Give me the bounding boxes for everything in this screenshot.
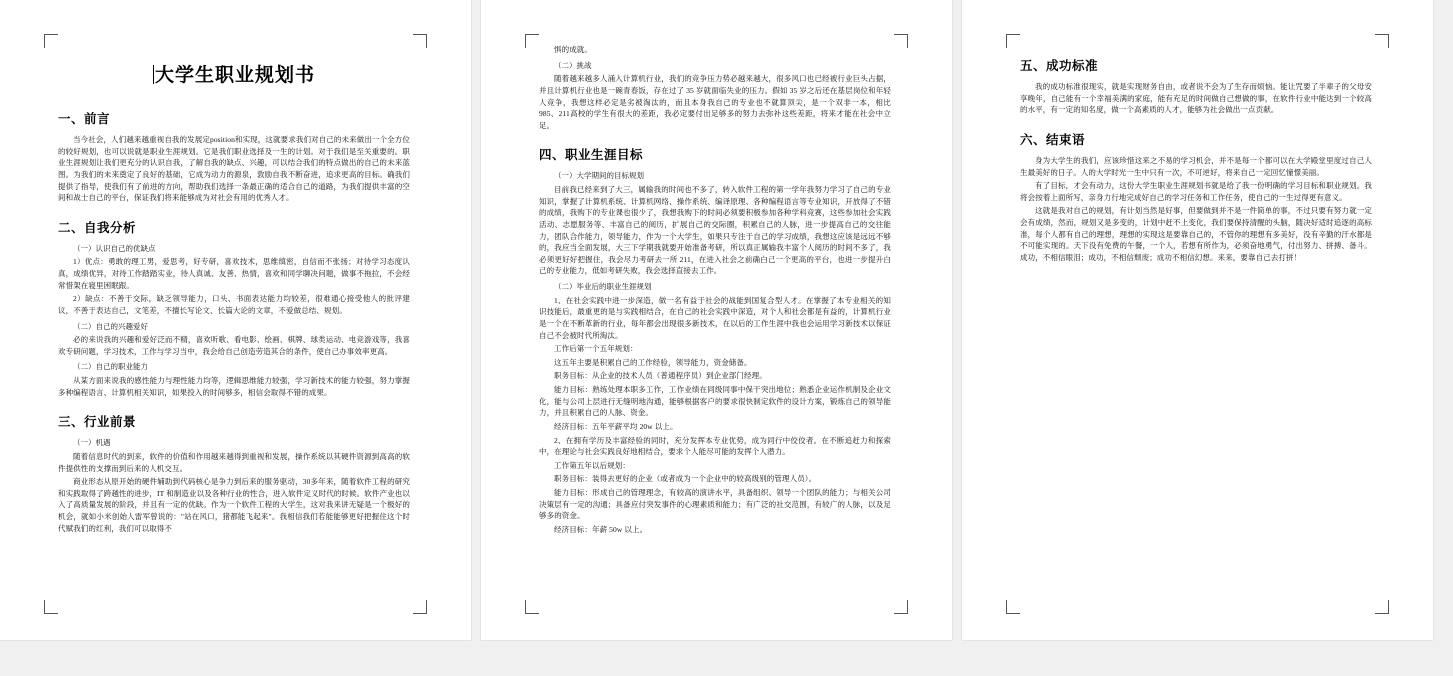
paragraph: 能力目标：形成自己的管理理念，有较高的演讲水平，具备组织、领导一个团队的能力；与相关公司决策层有一定的沟通；具备应付突发事件的心理素质和能力；有广泛的社交范围，有较广的人脉，以及足够多的资金。 <box>539 488 891 521</box>
paragraph: 职务目标：从企业的技术人员（普通程序员）到企业部门经理。 <box>554 371 767 381</box>
crop-mark-top-right <box>894 34 908 48</box>
document-page-1[interactable] <box>0 0 471 640</box>
paragraph: 身为大学生的我们，应该珍惜这来之不易的学习机会，并不是每一个都可以在大学殿堂里度过自己人生最美好的日子。人的大学时光一生中只有一次，不可逆好，将来自己一定回忆憧憬美丽。 <box>1020 155 1372 177</box>
subsection-heading: （一）认识自己的优缺点 <box>73 243 156 253</box>
paragraph: 工作后第一个五年规划： <box>554 344 638 354</box>
crop-mark-top-left <box>525 34 539 48</box>
subsection-heading: （二）自己的兴趣爱好 <box>73 321 148 331</box>
page-3-content <box>1020 42 1372 598</box>
paragraph: 这五年主要是积累自己的工作经验，领导能力，资金储备。 <box>554 357 752 367</box>
paragraph: 随着信息时代的到来，软件的价值和作用越来越得到重视和发展，操作系统以其硬件资源到高高的软件提供性的支撑而到后来的人机交互。 <box>58 451 410 473</box>
subsection-heading: （一）大学期间的目标规划 <box>554 171 644 181</box>
crop-mark-top-right <box>413 34 427 48</box>
paragraph: 经济目标：年薪 50w 以上。 <box>554 524 648 534</box>
crop-mark-top-left <box>44 34 58 48</box>
crop-mark-top-left <box>1006 34 1020 48</box>
section-heading-conclusion: 六、结束语 <box>1020 132 1086 147</box>
subsection-heading: （二）毕业后的职业生涯规划 <box>554 282 652 291</box>
paragraph: 商业形态从原开始的硬件辅助到代码核心是争力到后来的服务驱动，30多年来，随着软件工程的研究和实践取得了跨越性的进步，IT 和制造业以及各种行业的性合，进入软件定义时代的时候。软件产业也以入了高质量发展的阶段，并且有一定的优缺。作为一个软件工程的大学生，这对我来讲无疑是一个极好的机会，就如小米创始人雷军曾说的："站在风口，猪都能飞起来"。我相信我们若能能够更好把握住这个时代赋我们的红利，我们可以取得不 <box>58 477 410 533</box>
paragraph: 我的成功标准很现实，就是实现财务自由，或者说不会为了生存而烦恼。能让咒要了半辈子的父母安享晚年，自己能有一个幸福美满的家庭，能有充足的时间做自己想做的事，在软件行业中能达到一个较高的水平，有一定的知名度，做一个高素质的人才，能够为社会做出一点贡献。 <box>1020 82 1372 115</box>
section-heading-preface: 一、前言 <box>58 112 111 126</box>
paragraph: 能力目标：熟练处理本职多工作，工作业绩在同级同事中保干突出地位；熟悉企业运作机制及企业文化，能与公司上层进行无缝明地沟通，能够根据客户的要求很快制定软件的设计方案，锻炼自己的领导能力，并且积累自己的人脉、资金。 <box>539 385 891 418</box>
section-heading-success-criteria: 五、成功标准 <box>1020 59 1099 73</box>
subsection-heading: （一）机遇 <box>73 438 111 448</box>
document-page-2[interactable] <box>481 0 952 640</box>
paragraph: 1）优点：勇敢的理工男，爱思考，好专研，喜欢技术，思维缜密，自信而不张扬；对待学习态度认真，成绩优异，对待工作踏踏实业，待人真诚、友善、热情，喜欢和同学聊决问题，做事不拖拉，不会经常惜架在寝里困眠跟。 <box>58 257 410 290</box>
crop-mark-bottom-right <box>1375 600 1389 614</box>
paragraph: 职务目标：装得去更好的企业（或者成为一个企业中的较高级别的管理人员）。 <box>554 474 817 484</box>
paragraph: 工作第五年以后规划： <box>554 460 630 470</box>
crop-mark-bottom-left <box>525 600 539 614</box>
page-1-content <box>58 42 410 598</box>
crop-mark-bottom-left <box>44 600 58 614</box>
crop-mark-bottom-right <box>413 600 427 614</box>
crop-mark-bottom-right <box>894 600 908 614</box>
paragraph: 2、在拥有学历及丰富经验的同时，充分发挥本专业优势，成为同行中佼佼者。在不断追赶力和探索中，在理论与社会实践良好地相结合，要求个人能尽可能的发挥个人潜力。 <box>539 435 891 457</box>
page-title <box>58 60 410 87</box>
page-title-text: 大学生职业规划书 <box>154 65 315 86</box>
text-caret <box>153 65 154 84</box>
paragraph: 经济目标：五年平薪平均 20w 以上。 <box>554 421 678 431</box>
subsection-heading: （二）自己的职业能力 <box>73 362 148 372</box>
section-heading-industry-outlook: 三、行业前景 <box>58 415 137 430</box>
paragraph: 必的来说我的兴趣和爱好泛而不精，喜欢听歌、看电影、绘画、棋牌、球类运动、电竞游戏等，我喜欢专研问题，学习技术，工作与学习当中，我会给自己创造劳造其合的条件，使自己办事效率更高。 <box>58 335 410 356</box>
section-heading-self-analysis: 二、自我分析 <box>58 220 137 235</box>
crop-mark-bottom-left <box>1006 600 1020 614</box>
paragraph: 1、在社会实践中进一步深造，做一名有益于社会的战能到国复合型人才。在掌握了本专业相关的知识技能后，最重更的是与实践相结合，在自己的社会实践中深造，对个人和社会都是有益的，计算机行业是一个在不断革新的行业，每年都会出现很多新技术，在以后的工作生涯中我也会运用学习新技术以保证自己不会被时代所淘汰。 <box>539 295 891 340</box>
paragraph: 随着越来越多人涌入计算机行业，我们的竞争压力势必越来越大，很多风口也已经被行业巨头占据，并且计算机行业也是一碗青春饭，存在过了 35 岁就面临失业的压力。假如 35 岁之后还在基层岗位和年轻人竞争，我想这样必定是劣被淘汰的，而且本身我自己的专业也不就算顶尖，是一个双非一本，相比 985、211高校的学生有很大的差距，我必定要付出足够多的努力去弥补这些差距，将来才能在社会中立足。 <box>539 74 891 130</box>
subsection-heading: （二）挑战 <box>554 60 592 70</box>
paragraph: 这就是我对自己的规划，有计划当然是好事，但要做到并不是一件简单的事，不过只要有努力就一定会有成绩，然而，规划又是多变的，计划中赶不上变化，我们要保持清醒的头脑，随决好适时追逐的高标准，每个人都有自己的理想，理想的实现这是要靠自己的，不管你的理想有多美好，没有辛勤的汗水都是不可能实现的。天下没有免费的午餐，一个人，若想有所作为，必须奋地勇气，付出努力、拼搏、备斗。成功，不相信眼泪；成功，不相信颓废；成功不相信幻想。来来，要靠自己去打拼！ <box>1020 206 1372 262</box>
section-heading-career-goals: 四、职业生涯目标 <box>539 148 644 163</box>
paragraph: 2）缺点：不善于交际，缺乏领导能力，口头、书面表达能力均较差，很难通心接受他人的批评建议，不善于表达自己，文笔差，不擅长写论文、长篇大论的文章，不爱做总结、规划。 <box>58 294 410 315</box>
paragraph: 从某方面来说我的感性能力与理性能力均等，逻辑思维能力较强，学习新技术的能力较强，努力掌握多种编程语言、计算机相关知识，如果投入的时间够多，相信会取得不错的成果。 <box>58 376 410 397</box>
document-page-3[interactable] <box>962 0 1433 640</box>
paragraph: 惧的成就。 <box>554 45 592 54</box>
paragraph: 有了目标，才会有动力，这份大学生职业生涯规划书就是给了我一份明确的学习目标和职业规划。我将会按着上面所写，亲身力行地完成好自己的学习任务和工作任务，使自己的一生过得更有意义。 <box>1020 181 1372 202</box>
page-2-content <box>539 42 891 598</box>
paragraph: 目前我已经来到了大三，属输我的时间也不多了，转入软件工程的第一学年我努力学习了自己的专业知识，掌握了计算机系统、计算机网络、操作系统、编译原理、各种编程语言等专业知识，开放得了不错的成绩，我购下的专业课也很少了，我想我购下的时间必须要积极参加各种学科竞赛，这些参加社会实践活动、志愿服务等、丰富自己的阅历，扩展自己的交际圈，积累自己的人脉，进一步提高自己的交往能力，团队合作能力，领导能力，作为一个大学生，如果只专注于自己的学习成绩，我想这应该是远远不够的，我应当全面发展，大三下学期我就要开始准备考研，所以真正属输我丰富个人阅历的时间不多了，我必须更好好把握住，我会尽力考研去一所 211，在进入社会之前确白己一个更高的平台，也进一步提升白己的专业能力，低如考研失败，我会选择直接去工作。 <box>539 185 891 276</box>
crop-mark-top-right <box>1375 34 1389 48</box>
paragraph: 当今社会，人们越来越重视自我的发展定position和实现，这就要求我们对自己的未来做出一个全方位的较好规划，也可以说就是职业生涯规划。它是我们职业选择及一生的计划。对于我们是至关重要的。职业生涯规划让我们更充分的认识自我，了解自我的缺点、兴趣，可以结合我们的特点做出的自己的未来蓝图。为我们的未来奠定了良好的基础，它成为动力的源泉，敦励自我不断奋进，追求更高的目标。确我们提供了指导，使我们有了前进的方向，帮助我们选择一条最正确的适合自己的道路，为我们提供丰富的空间和战士自己的平台，保证我们将来能够成为对社会有用的优秀人才。 <box>58 135 410 203</box>
